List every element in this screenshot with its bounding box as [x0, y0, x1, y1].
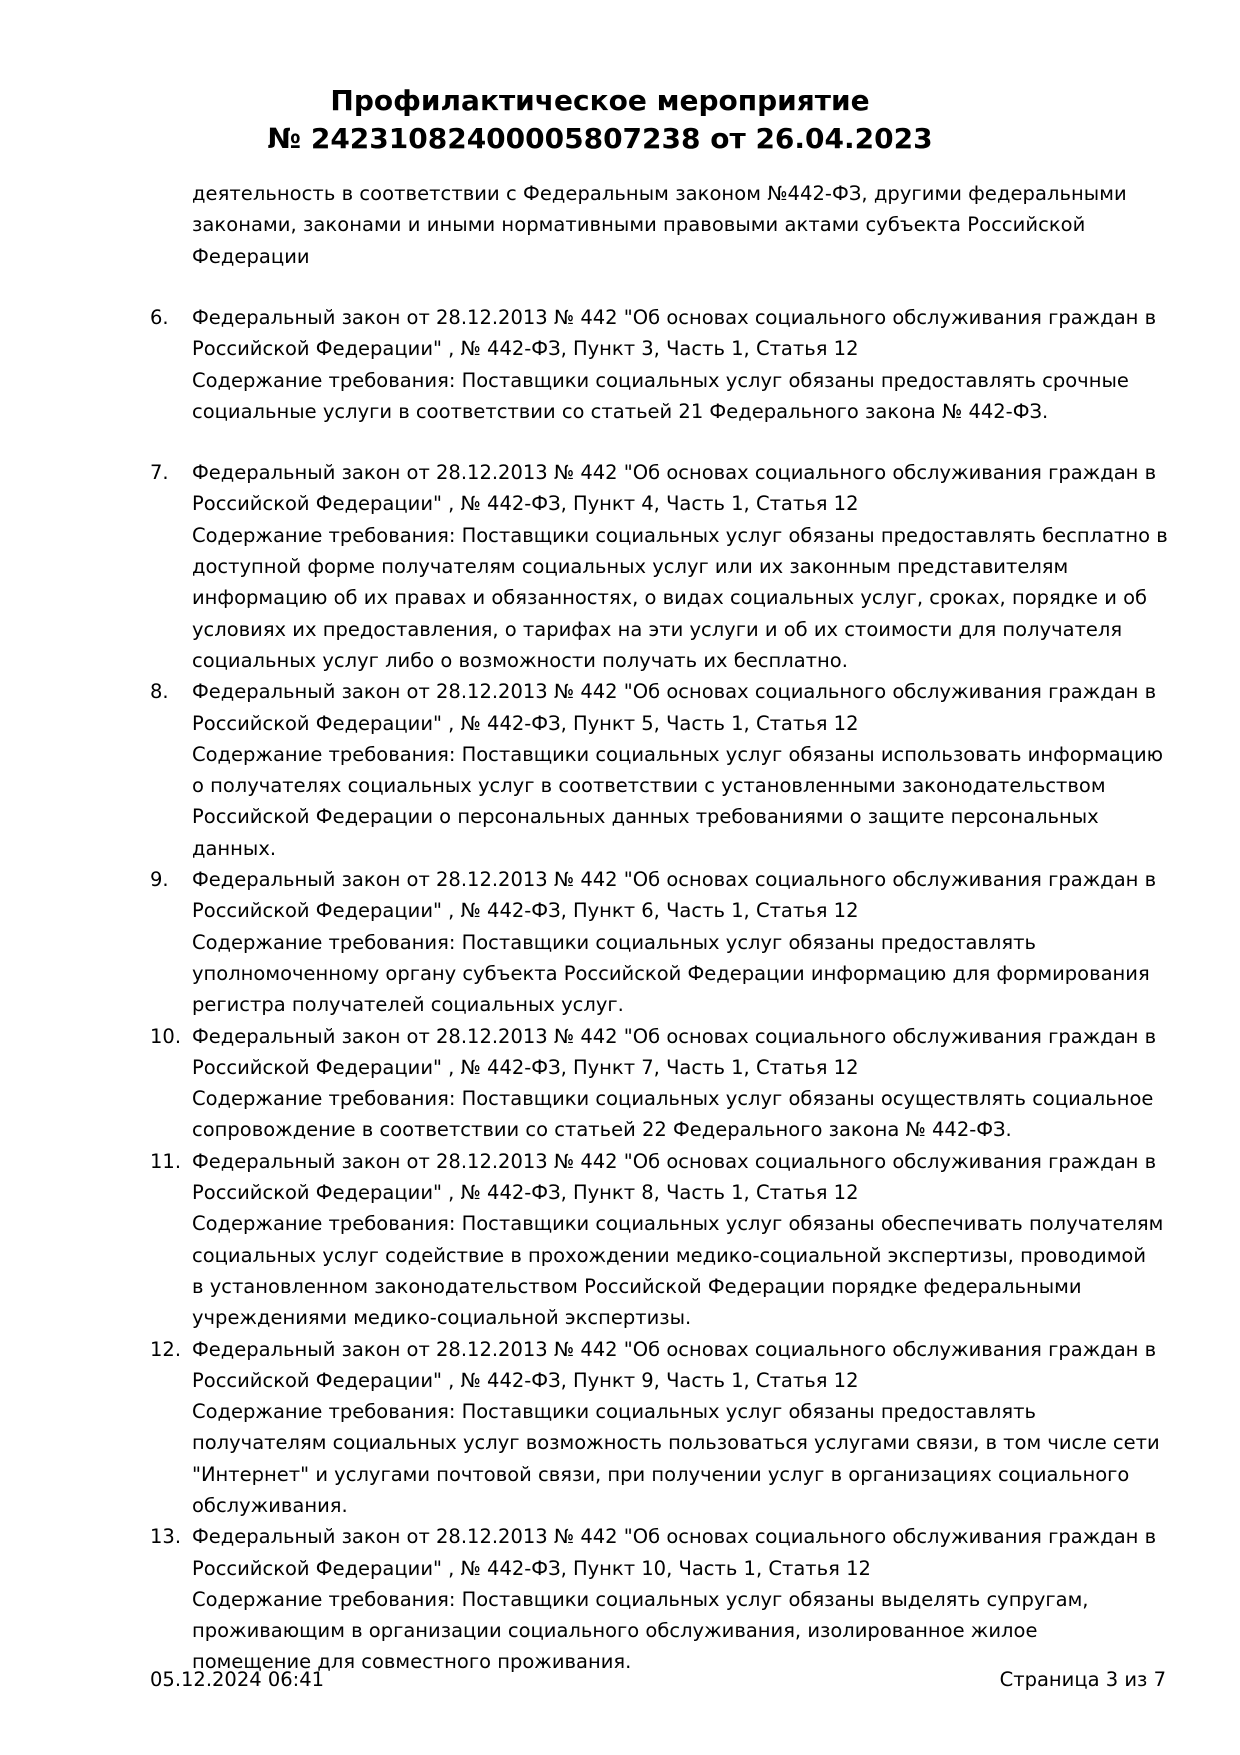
item-number: 11.: [150, 1149, 182, 1173]
item-number: 12.: [150, 1337, 182, 1361]
text-line: учреждениями медико-социальной экспертизы.: [192, 1306, 692, 1330]
list-item: [0, 457, 1200, 676]
list-item: [0, 676, 1200, 864]
text-line: Содержание требования: Поставщики социальных услуг обязаны предоставлять: [192, 1400, 1036, 1424]
text-line: Федеральный закон от 28.12.2013 № 442 "Об основах социального обслуживания граждан в: [192, 306, 1157, 329]
footer-timestamp: 05.12.2024 06:41: [150, 1668, 325, 1691]
list-item: [0, 302, 1200, 427]
text-line: регистра получателей социальных услуг.: [192, 993, 624, 1017]
text-line: Федеральный закон от 28.12.2013 № 442 "Об основах социального обслуживания граждан в: [192, 1337, 1157, 1361]
text-line: социальные услуги в соответствии со статьей 21 Федерального закона № 442-ФЗ.: [192, 399, 1049, 423]
item-text: [192, 457, 1192, 676]
text-line: проживающим в организации социального обслуживания, изолированное жилое: [192, 1619, 1038, 1643]
text-line: Федерации: [192, 244, 310, 268]
text-line: Федеральный закон от 28.12.2013 № 442 "Об основах социального обслуживания граждан в: [192, 461, 1157, 485]
text-line: Содержание требования: Поставщики социальных услуг обязаны предоставлять: [192, 930, 1036, 954]
document-title: Профилактическое мероприятие: [330, 84, 870, 117]
text-line: Федеральный закон от 28.12.2013 № 442 "Об основах социального обслуживания граждан в: [192, 1525, 1157, 1549]
text-line: Российской Федерации" , № 442-ФЗ, Пункт 3, Часть 1, Статья 12: [192, 337, 859, 361]
text-line: Российской Федерации" , № 442-ФЗ, Пункт 6, Часть 1, Статья 12: [192, 899, 859, 923]
item-text: [192, 302, 1192, 427]
list-item: [0, 1021, 1200, 1146]
text-line: Содержание требования: Поставщики социальных услуг обязаны обеспечивать получателям: [192, 1212, 1164, 1236]
list-item: [0, 864, 1200, 1020]
text-line: Российской Федерации" , № 442-ФЗ, Пункт 10, Часть 1, Статья 12: [192, 1556, 871, 1580]
text-line: Федеральный закон от 28.12.2013 № 442 "Об основах социального обслуживания граждан в: [192, 1024, 1157, 1048]
text-line: сопровождение в соответствии со статьей 22 Федерального закона № 442-ФЗ.: [192, 1118, 1012, 1142]
text-line: социальных услуг либо о возможности получать их бесплатно.: [192, 648, 848, 672]
text-line: деятельность в соответствии с Федеральным законом №442-ФЗ, другими федеральными: [192, 182, 1127, 205]
text-line: помещение для совместного проживания.: [192, 1650, 632, 1674]
text-line: обслуживания.: [192, 1493, 348, 1517]
text-line: условиях их предоставления, о тарифах на эти услуги и об их стоимости для получателя: [192, 617, 1123, 641]
item-number: 7.: [150, 461, 169, 485]
document-number: № 24231082400005807238 от 26.04.2023: [267, 122, 933, 155]
text-line: Содержание требования: Поставщики социальных услуг обязаны предоставлять срочные: [192, 368, 1129, 392]
item-number: 8.: [150, 680, 169, 704]
item-number: 6.: [150, 306, 169, 329]
text-line: данных.: [192, 836, 277, 860]
text-line: Российской Федерации" , № 442-ФЗ, Пункт 7, Часть 1, Статья 12: [192, 1055, 859, 1079]
text-line: законами, законами и иными нормативными правовыми актами субъекта Российской: [192, 213, 1086, 237]
text-line: Содержание требования: Поставщики социальных услуг обязаны использовать информацию: [192, 742, 1164, 766]
item-text: [192, 676, 1192, 864]
item-text: [192, 1021, 1192, 1146]
text-line: информацию об их правах и обязанностях, о видах социальных услуг, сроках, порядке и об: [192, 586, 1148, 610]
item-number: 10.: [150, 1024, 182, 1048]
list-item: [0, 1521, 1200, 1677]
text-line: Федеральный закон от 28.12.2013 № 442 "Об основах социального обслуживания граждан в: [192, 868, 1157, 892]
continuation-paragraph: [192, 178, 1192, 272]
text-line: уполномоченному органу субъекта Российской Федерации информацию для формирования: [192, 961, 1150, 985]
text-line: "Интернет" и услугами почтовой связи, при получении услуг в организациях социального: [192, 1462, 1130, 1486]
text-line: получателям социальных услуг возможность пользоваться услугами связи, в том числе сети: [192, 1431, 1160, 1455]
item-text: [192, 1334, 1192, 1522]
text-line: Федеральный закон от 28.12.2013 № 442 "Об основах социального обслуживания граждан в: [192, 680, 1157, 704]
text-line: Российской Федерации" , № 442-ФЗ, Пункт 5, Часть 1, Статья 12: [192, 711, 859, 735]
text-line: в установленном законодательством Российской Федерации порядке федеральными: [192, 1274, 1082, 1298]
requirements-list: [0, 302, 1200, 1678]
item-text: [192, 864, 1192, 1020]
text-line: Содержание требования: Поставщики социальных услуг обязаны предоставлять бесплатно в: [192, 523, 1168, 547]
item-number: 9.: [150, 868, 169, 892]
item-number: 13.: [150, 1525, 182, 1549]
text-line: Содержание требования: Поставщики социальных услуг обязаны выделять супругам,: [192, 1587, 1089, 1611]
item-text: [192, 1521, 1192, 1677]
text-line: Российской Федерации о персональных данных требованиями о защите персональных: [192, 805, 1099, 829]
text-line: Российской Федерации" , № 442-ФЗ, Пункт 9, Часть 1, Статья 12: [192, 1368, 859, 1392]
text-line: Федеральный закон от 28.12.2013 № 442 "Об основах социального обслуживания граждан в: [192, 1149, 1157, 1173]
page-number: Страница 3 из 7: [999, 1668, 1166, 1691]
text-line: социальных услуг содействие в прохождении медико-социальной экспертизы, проводимой: [192, 1243, 1147, 1267]
text-line: Содержание требования: Поставщики социальных услуг обязаны осуществлять социальное: [192, 1087, 1154, 1111]
item-text: [192, 1146, 1192, 1334]
list-item: [0, 1146, 1200, 1334]
text-line: доступной форме получателям социальных услуг или их законным представителям: [192, 555, 1069, 579]
text-line: Российской Федерации" , № 442-ФЗ, Пункт 4, Часть 1, Статья 12: [192, 492, 859, 516]
text-line: о получателях социальных услуг в соответствии с установленными законодательством: [192, 774, 1106, 798]
document-header: [0, 82, 1200, 158]
list-item: [0, 1334, 1200, 1522]
text-line: Российской Федерации" , № 442-ФЗ, Пункт 8, Часть 1, Статья 12: [192, 1181, 859, 1205]
